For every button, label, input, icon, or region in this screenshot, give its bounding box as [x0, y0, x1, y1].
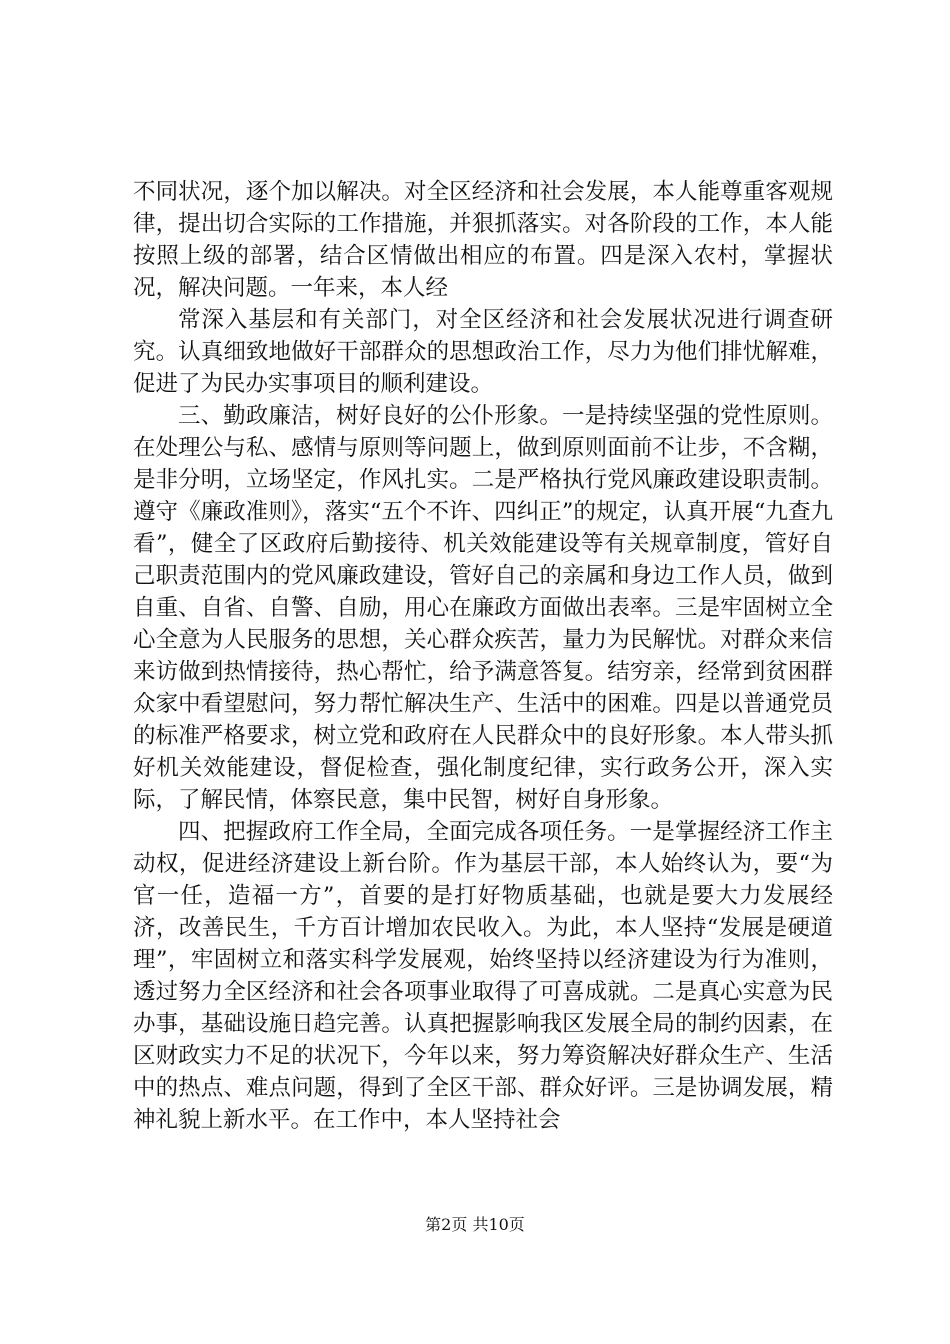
- paragraph-2: 常深入基层和有关部门，对全区经济和社会发展状况进行调查研究。认真细致地做好干部群众的思想政治工作，尽力为他们排忧解难，促进了为民办实事项目的顺利建设。: [133, 307, 833, 397]
- page-number-footer: 第2页 共10页: [425, 1215, 525, 1234]
- paragraph-1: 不同状况，逐个加以解决。对全区经济和社会发展，本人能尊重客观规律，提出切合实际的工作措施，并狠抓落实。对各阶段的工作，本人能按照上级的部署，结合区情做出相应的布置。四是深入农村，掌握状况，解决问题。一年来，本人经: [133, 179, 833, 301]
- document-body: [133, 176, 833, 1136]
- paragraph-3: 三、勤政廉洁，树好良好的公仆形象。一是持续坚强的党性原则。在处理公与私、感情与原则等问题上，做到原则面前不让步，不含糊，是非分明，立场坚定，作风扎实。二是严格执行党风廉政建设职责制。遵守《廉政准则》，落实“五个不许、四纠正”的规定，认真开展“九查九看”，健全了区政府后勤接待、机关效能建设等有关规章制度，管好自己职责范围内的党风廉政建设，管好自己的亲属和身边工作人员，做到自重、自省、自警、自励，用心在廉政方面做出表率。三是牢固树立全心全意为人民服务的思想，关心群众疾苦，量力为民解忧。对群众来信来访做到热情接待，热心帮忙，给予满意答复。结穷亲，经常到贫困群众家中看望慰问，努力帮忙解决生产、生活中的困难。四是以普通党员的标准严格要求，树立党和政府在人民群众中的良好形象。本人带头抓好机关效能建设，督促检查，强化制度纪律，实行政务公开，深入实际，了解民情，体察民意，集中民智，树好自身形象。: [133, 403, 833, 813]
- paragraph-4: 四、把握政府工作全局，全面完成各项任务。一是掌握经济工作主动权，促进经济建设上新台阶。作为基层干部，本人始终认为，要“为官一任，造福一方”，首要的是打好物质基础，也就是要大力发展经济，改善民生，千方百计增加农民收入。为此，本人坚持“发展是硬道理”，牢固树立和落实科学发展观，始终坚持以经济建设为行为准则，透过努力全区经济和社会各项事业取得了可喜成就。二是真心实意为民办事，基础设施日趋完善。认真把握影响我区发展全局的制约因素，在区财政实力不足的状况下，今年以来，努力筹资解决好群众生产、生活中的热点、难点问题，得到了全区干部、群众好评。三是协调发展，精神礼貌上新水平。在工作中，本人坚持社会: [133, 819, 833, 1133]
